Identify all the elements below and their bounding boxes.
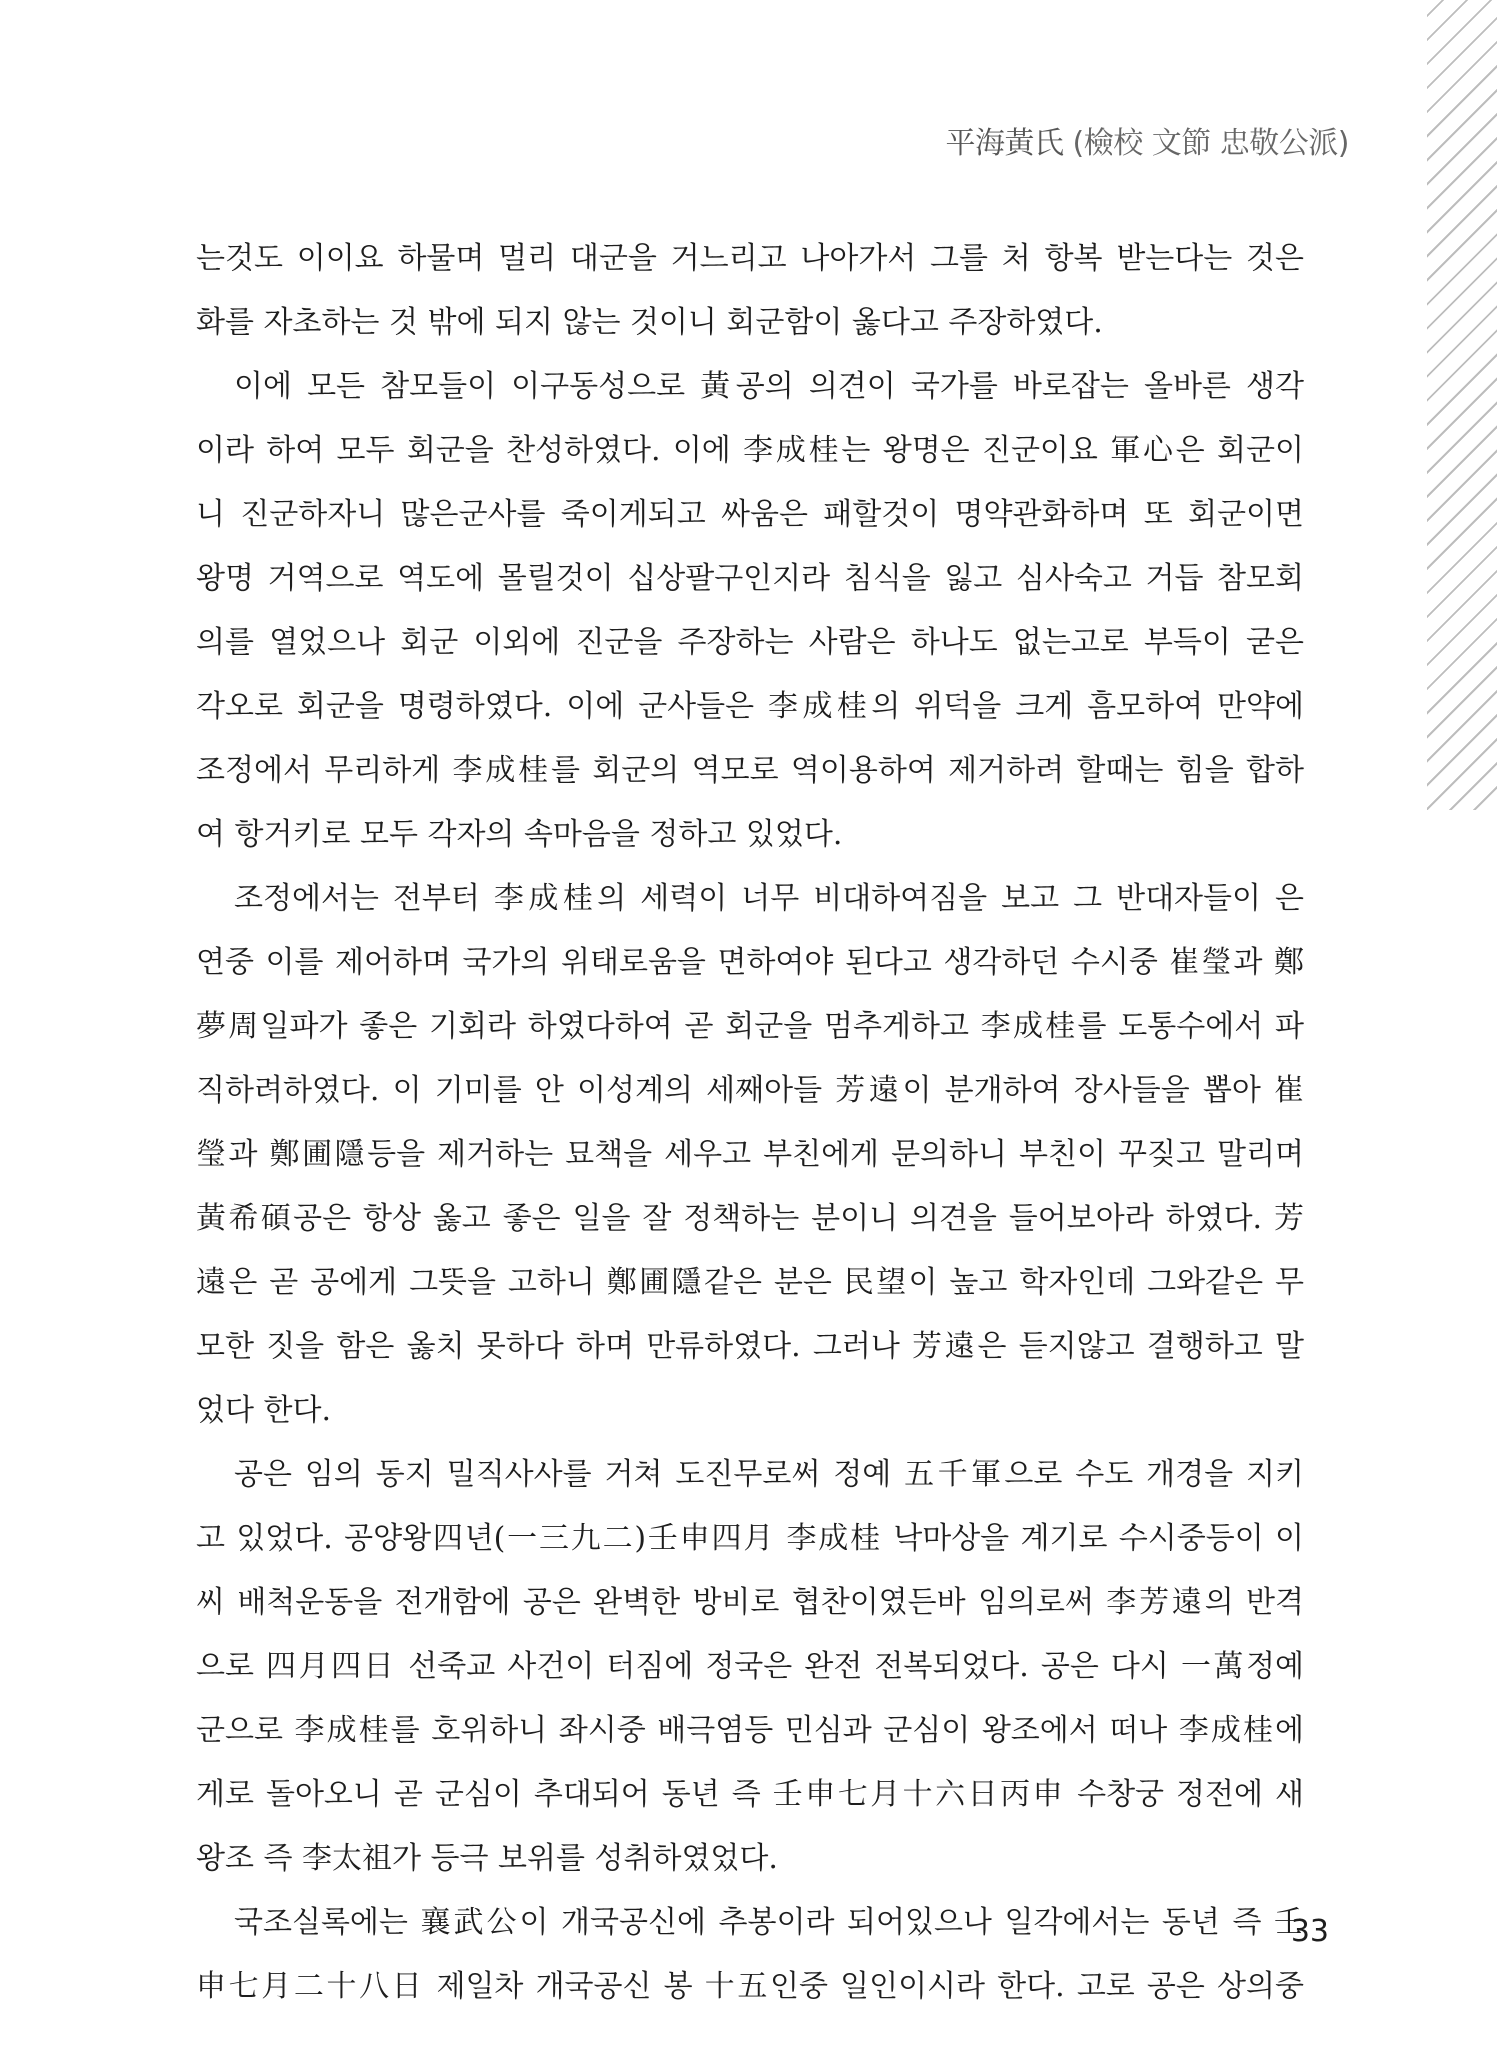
text-line: 왕조 즉 李太祖가 등극 보위를 성취하였었다. [196,1841,778,1876]
text-line: 모한 짓을 함은 옳치 못하다 하며 만류하였다. 그러나 芳遠은 듣지않고 결행하고 말 [196,1329,1304,1364]
text-line: 이라 하여 모두 회군을 찬성하였다. 이에 李成桂는 왕명은 진군이요 軍心은 회군이 [196,433,1304,468]
text-line: 이에 모든 참모들이 이구동성으로 黃공의 의견이 국가를 바로잡는 올바른 생각 [234,369,1304,404]
text-line: 각오로 회군을 명령하였다. 이에 군사들은 李成桂의 위덕을 크게 흠모하여 만약에 [196,689,1304,724]
text-line: 씨 배척운동을 전개함에 공은 완벽한 방비로 협찬이였든바 임의로써 李芳遠의 반격 [196,1585,1304,1620]
text-line: 군으로 李成桂를 호위하니 좌시중 배극염등 민심과 군심이 왕조에서 떠나 李成桂에 [196,1713,1304,1748]
running-header [945,118,1349,162]
text-line: 게로 돌아오니 곧 군심이 추대되어 동년 즉 壬申七月十六日丙申 수창궁 정전에 새 [196,1777,1304,1812]
text-line: 조정에서는 전부터 李成桂의 세력이 너무 비대하여짐을 보고 그 반대자들이 은 [234,881,1304,916]
text-line: 조정에서 무리하게 李成桂를 회군의 역모로 역이용하여 제거하려 할때는 힘을 합하 [196,753,1304,788]
text-line: 었다 한다. [196,1393,331,1428]
text-line: 화를 자초하는 것 밖에 되지 않는 것이니 회군함이 옳다고 주장하였다. [196,305,1103,340]
header-title: 平海黃氏 [945,126,1064,161]
text-line: 고 있었다. 공양왕四년(一三九二)壬申四月 李成桂 낙마상을 계기로 수시중등이 이 [196,1521,1304,1556]
text-line: 연중 이를 제어하며 국가의 위태로움을 면하여야 된다고 생각하던 수시중 崔瑩과 鄭 [196,945,1304,980]
text-line: 遠은 곧 공에게 그뜻을 고하니 鄭圃隱같은 분은 民望이 높고 학자인데 그와같은 무 [196,1265,1304,1300]
decorative-hatch-pattern [1427,0,1497,810]
text-line: 국조실록에는 襄武公이 개국공신에 추봉이라 되어있으나 일각에서는 동년 즉 壬 [234,1905,1304,1940]
text-line: 夢周일파가 좋은 기회라 하였다하여 곧 회군을 멈추게하고 李成桂를 도통수에서 파 [196,1009,1304,1044]
header-subtitle: (檢校 文節 忠敬公派) [1072,126,1349,161]
text-line: 는것도 이이요 하물며 멀리 대군을 거느리고 나아가서 그를 처 항복 받는다는 것은 [196,241,1304,276]
text-line: 으로 四月四日 선죽교 사건이 터짐에 정국은 완전 전복되었다. 공은 다시 一萬정예 [196,1649,1304,1684]
body-text [196,227,1304,2019]
text-line: 黃希碩공은 항상 옳고 좋은 일을 잘 정책하는 분이니 의견을 들어보아라 하였다. 芳 [196,1201,1304,1236]
text-line: 공은 임의 동지 밀직사사를 거쳐 도진무로써 정예 五千軍으로 수도 개경을 지키 [234,1457,1304,1492]
text-line: 직하려하였다. 이 기미를 안 이성계의 세째아들 芳遠이 분개하여 장사들을 뽑아 崔 [196,1073,1304,1108]
text-line: 申七月二十八日 제일차 개국공신 봉 十五인중 일인이시라 한다. 고로 공은 상의중 [196,1969,1304,2004]
text-line: 의를 열었으나 회군 이외에 진군을 주장하는 사람은 하나도 없는고로 부득이 굳은 [196,625,1304,660]
text-line: 瑩과 鄭圃隱등을 제거하는 묘책을 세우고 부친에게 문의하니 부친이 꾸짖고 말리며 [196,1137,1304,1172]
text-line: 니 진군하자니 많은군사를 죽이게되고 싸움은 패할것이 명약관화하며 또 회군이면 [196,497,1304,532]
text-line: 여 항거키로 모두 각자의 속마음을 정하고 있었다. [196,817,843,852]
page-number: 33 [1290,1914,1329,1949]
text-line: 왕명 거역으로 역도에 몰릴것이 십상팔구인지라 침식을 잃고 심사숙고 거듭 참모회 [196,561,1304,596]
